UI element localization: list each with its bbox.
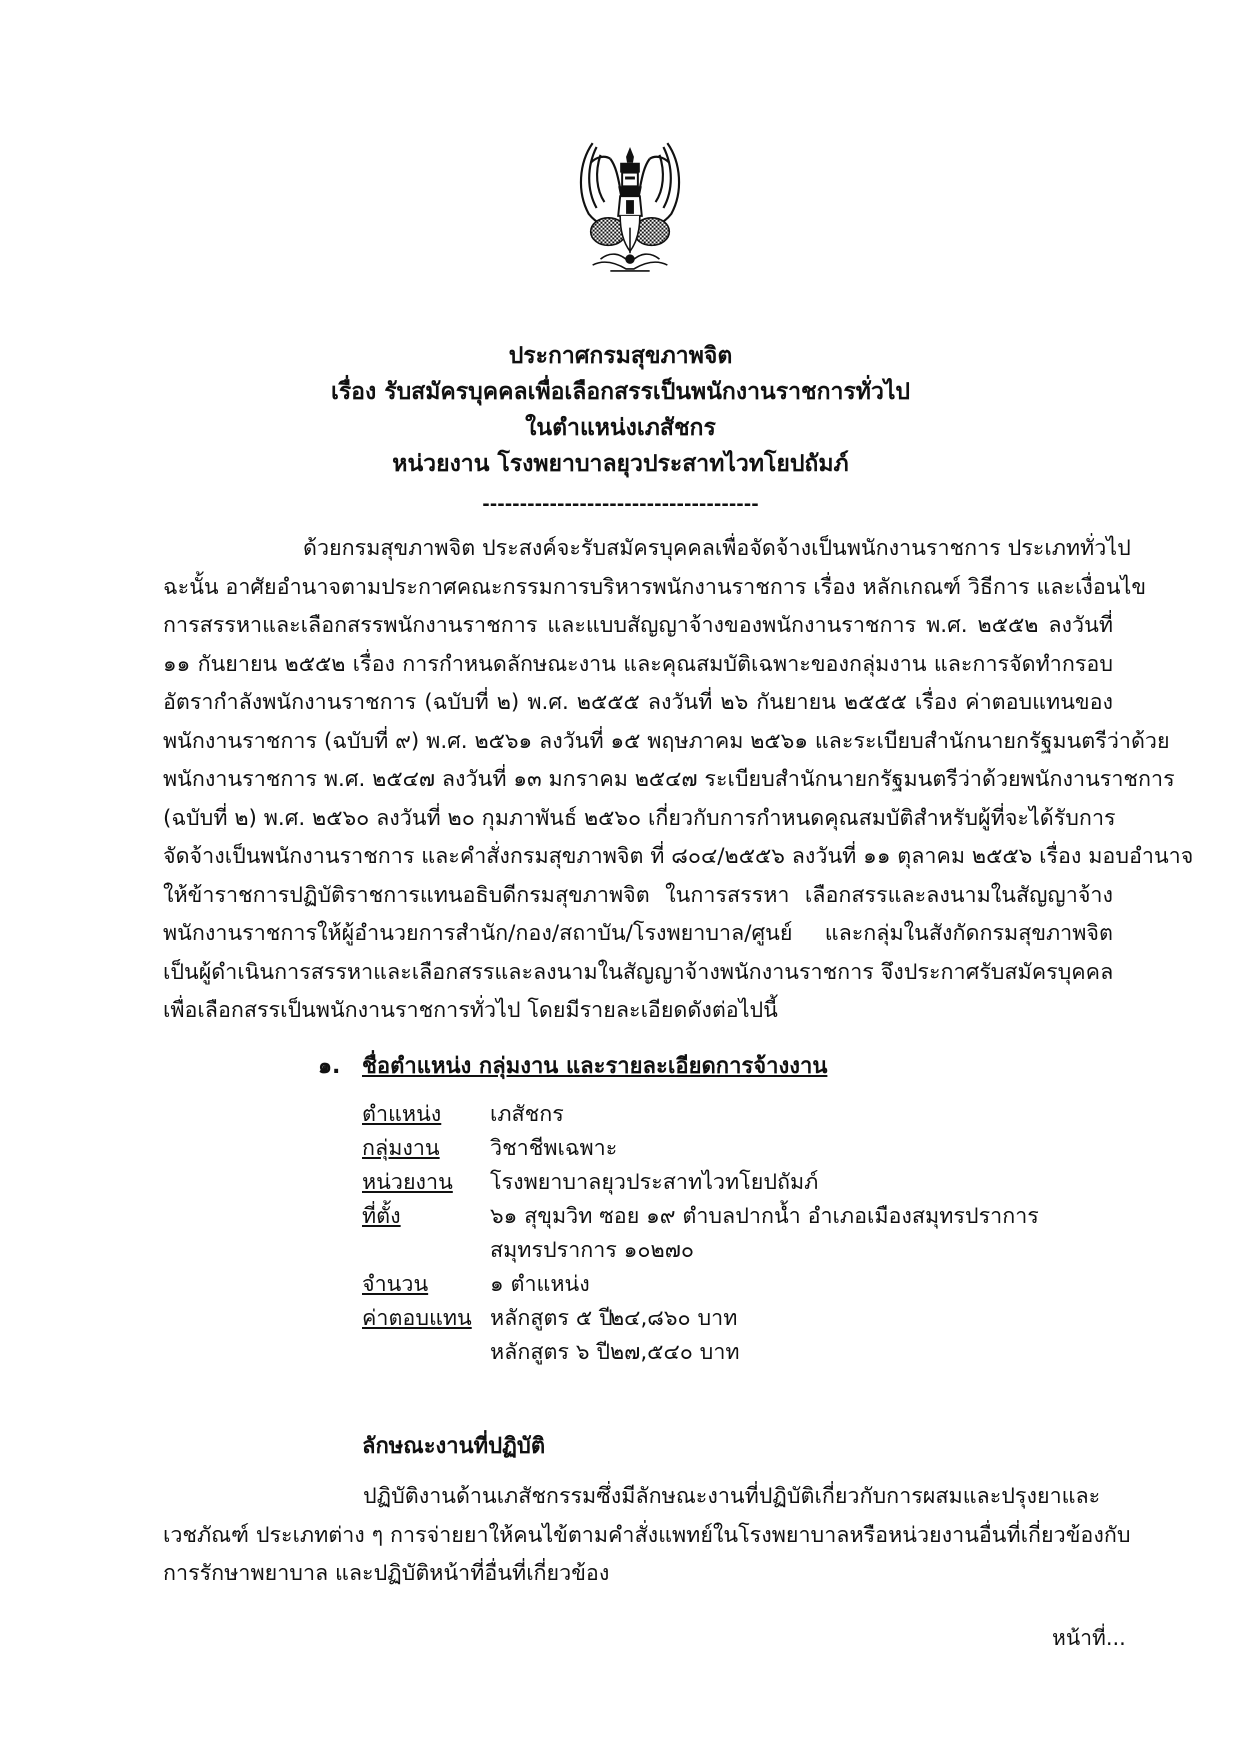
paragraph-line: พนักงานราชการให้ผู้อำนวยการสำนัก/กอง/สถาบัน/โรงพยาบาล/ศูนย์ และกลุ่มในสังกัดกรมสุขภาพจิต [163, 921, 1113, 946]
detail-row-position [362, 1098, 1039, 1132]
compensation-row [490, 1302, 737, 1336]
paragraph-line: การสรรหาและเลือกสรรพนักงานราชการ และแบบสัญญาจ้างของพนักงานราชการ พ.ศ. ๒๕๕๒ ลงวันที่ [163, 613, 1113, 638]
paragraph-line: เวชภัณฑ์ ประเภทต่าง ๆ การจ่ายยาให้คนไข้ตามคำสั่งแพทย์ในโรงพยาบาลหรือหน่วยงานอื่นที่เกี่ยวข้องกับ [163, 1522, 1131, 1548]
issuer-line: ประกาศกรมสุขภาพจิต [508, 343, 733, 369]
paragraph-line: เพื่อเลือกสรรเป็นพนักงานราชการทั่วไป โดยมีรายละเอียดดังต่อไปนี้ [163, 998, 778, 1023]
paragraph-line: ๑๑ กันยายน ๒๕๕๒ เรื่อง การกำหนดลักษณะงาน และคุณสมบัติเฉพาะของกลุ่มงาน และการจัดทำกรอบ [163, 651, 1113, 677]
garuda-emblem-icon [571, 132, 689, 282]
detail-row-group [362, 1132, 1039, 1166]
detail-label: ตำแหน่ง [362, 1102, 442, 1127]
detail-label: ที่ตั้ง [362, 1204, 401, 1229]
paragraph-line: ปฏิบัติงานด้านเภสัชกรรมซึ่งมีลักษณะงานที่ปฏิบัติเกี่ยวกับการผสมและปรุงยาและ [363, 1484, 1101, 1509]
position-line: ในตำแหน่งเภสัชกร [525, 415, 716, 441]
paragraph-line: พนักงานราชการ (ฉบับที่ ๙) พ.ศ. ๒๕๖๑ ลงวันที่ ๑๕ พฤษภาคม ๒๕๖๑ และระเบียบสำนักนายกรัฐมนตรีว่าด้วย [163, 728, 1170, 754]
position-details [362, 1098, 1039, 1370]
detail-row-location [362, 1200, 1039, 1234]
detail-value: วิชาชีพเฉพาะ [490, 1136, 618, 1161]
title-separator: ------------------------------------- [482, 494, 759, 515]
section-1-heading [318, 1048, 827, 1083]
course-label: หลักสูตร ๕ ปี [490, 1306, 613, 1331]
subject-line: เรื่อง รับสมัครบุคคลเพื่อเลือกสรรเป็นพนักงานราชการทั่วไป [330, 379, 911, 405]
paragraph-line: ฉะนั้น อาศัยอำนาจตามประกาศคณะกรรมการบริหารพนักงานราชการ เรื่อง หลักเกณฑ์ วิธีการ และเงื่อนไข [163, 574, 1147, 600]
paragraph-line: ด้วยกรมสุขภาพจิต ประสงค์จะรับสมัครบุคคลเพื่อจัดจ้างเป็นพนักงานราชการ ประเภททั่วไป [303, 536, 1131, 561]
course-label: หลักสูตร ๖ ปี [490, 1340, 610, 1365]
pay-amount: ๒๔,๘๖๐ บาท [610, 1306, 738, 1331]
duty-heading: ลักษณะงานที่ปฏิบัติ [362, 1434, 546, 1459]
compensation-row [490, 1336, 740, 1370]
detail-label: จำนวน [362, 1272, 429, 1297]
paragraph-line: พนักงานราชการ พ.ศ. ๒๕๔๗ ลงวันที่ ๑๓ มกราคม ๒๕๔๗ ระเบียบสำนักนายกรัฐมนตรีว่าด้วยพนักงานราชการ [163, 767, 1175, 792]
detail-value: ๖๑ สุขุมวิท ซอย ๑๙ ตำบลปากน้ำ อำเภอเมืองสมุทรปราการ [490, 1204, 1039, 1229]
paragraph-line: การรักษาพยาบาล และปฏิบัติหน้าที่อื่นที่เกี่ยวข้อง [163, 1561, 610, 1586]
detail-value: สมุทรปราการ ๑๐๒๗๐ [490, 1238, 694, 1263]
page-continuation: หน้าที่... [1052, 1626, 1126, 1650]
detail-row-location-cont [362, 1234, 1039, 1268]
detail-label: ค่าตอบแทน [362, 1306, 472, 1331]
detail-value: ๑ ตำแหน่ง [490, 1272, 590, 1297]
detail-value: โรงพยาบาลยุวประสาทไวทโยปถัมภ์ [490, 1170, 819, 1195]
paragraph-line: ให้ข้าราชการปฏิบัติราชการแทนอธิบดีกรมสุขภาพจิต ในการสรรหา เลือกสรรและลงนามในสัญญาจ้าง [163, 882, 1113, 908]
paragraph-line: (ฉบับที่ ๒) พ.ศ. ๒๕๖๐ ลงวันที่ ๒๐ กุมภาพันธ์ ๒๕๖๐ เกี่ยวกับการกำหนดคุณสมบัติสำหรับผู้ที่จะได้รับการ [163, 805, 1116, 831]
paragraph-line: เป็นผู้ดำเนินการสรรหาและเลือกสรรและลงนามในสัญญาจ้างพนักงานราชการ จึงประกาศรับสมัครบุคคล [163, 959, 1114, 985]
detail-label: กลุ่มงาน [362, 1136, 440, 1161]
detail-row-unit [362, 1166, 1039, 1200]
unit-line: หน่วยงาน โรงพยาบาลยุวประสาทไวทโยปถัมภ์ [392, 451, 849, 477]
duty-paragraph [163, 1478, 1131, 1594]
pay-amount: ๒๗,๕๔๐ บาท [610, 1340, 740, 1365]
paragraph-line: อัตรากำลังพนักงานราชการ (ฉบับที่ ๒) พ.ศ. ๒๕๕๕ ลงวันที่ ๒๖ กันยายน ๒๕๕๕ เรื่อง ค่าตอบแทนของ [163, 690, 1113, 715]
detail-row-compensation-2 [362, 1336, 1039, 1370]
announcement-title [0, 338, 1241, 515]
detail-label: หน่วยงาน [362, 1170, 453, 1195]
section-number: ๑. [318, 1054, 341, 1079]
detail-value: เภสัชกร [490, 1102, 564, 1127]
intro-paragraph [163, 530, 1194, 1031]
detail-row-count [362, 1268, 1039, 1302]
section-title: ชื่อตำแหน่ง กลุ่มงาน และรายละเอียดการจ้างงาน [362, 1054, 828, 1079]
paragraph-line: จัดจ้างเป็นพนักงานราชการ และคำสั่งกรมสุขภาพจิต ที่ ๘๐๔/๒๕๕๖ ลงวันที่ ๑๑ ตุลาคม ๒๕๕๖ เรื่อง มอบอำนาจ [163, 844, 1194, 869]
detail-row-compensation [362, 1302, 1039, 1336]
